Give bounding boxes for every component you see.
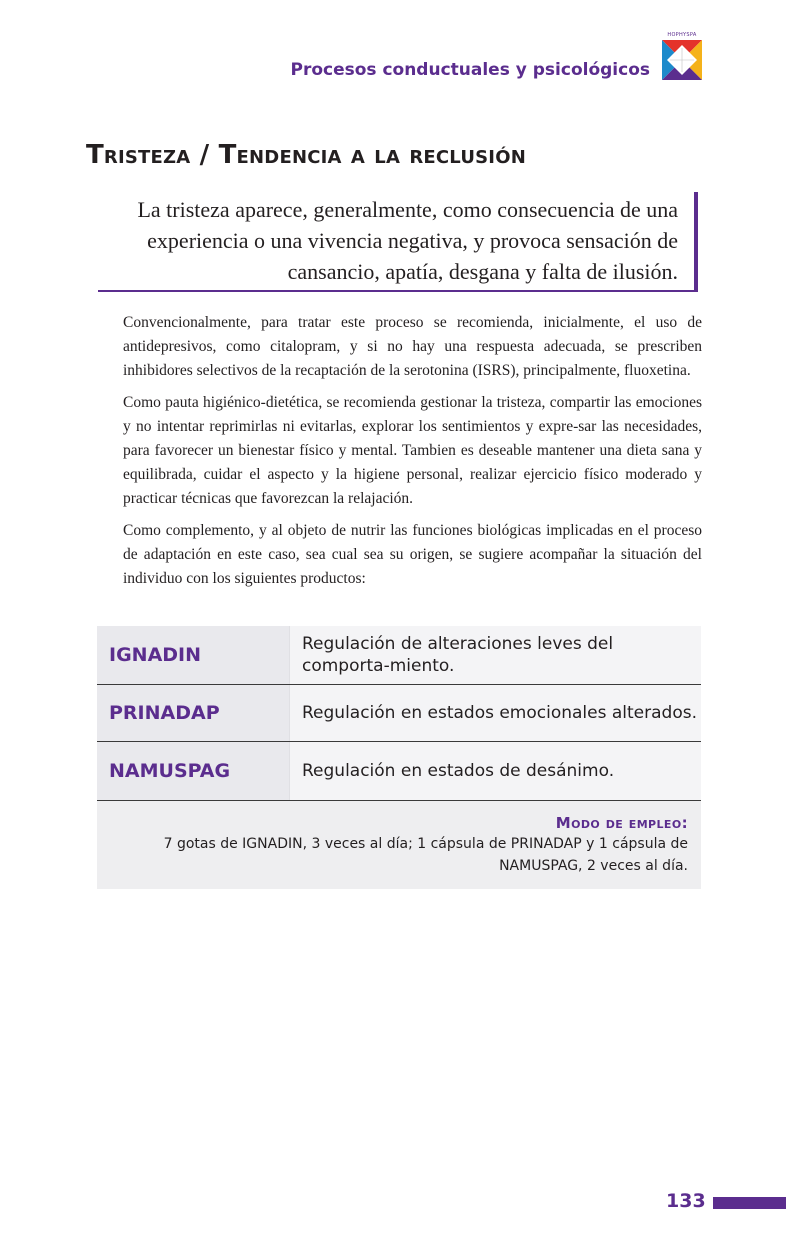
product-description: Regulación en estados de desánimo. [289, 742, 701, 800]
product-row [97, 742, 701, 801]
usage-box [97, 801, 701, 889]
chapter-header-title: Procesos conductuales y psicológicos [290, 60, 650, 80]
body-paragraph: Como complemento, y al objeto de nutrir las funciones biológicas implicadas en el proceso de adaptación en este caso, sea cual sea su origen, se sugiere acompañar la situación del individuo con los siguientes productos: [123, 522, 702, 587]
body-paragraph: Convencionalmente, para tratar este proceso se recomienda, inicialmente, el uso de antidepresivos, como citalopram, y si no hay una respuesta adecuada, se prescriben inhibidores selectivos de la recaptación de la serotonina (ISRS), principalmente, fluoxetina. [123, 314, 702, 379]
body-text [123, 311, 702, 599]
logo-diamond-icon [662, 40, 702, 80]
usage-text: 7 gotas de IGNADIN, 3 veces al día; 1 cápsula de PRINADAP y 1 cápsula de NAMUSPAG, 2 veces al día. [163, 836, 688, 874]
page-number-bar [713, 1197, 786, 1209]
product-description: Regulación en estados emocionales alterados. [289, 685, 701, 741]
product-description: Regulación de alteraciones leves del comporta-miento. [289, 626, 701, 684]
products-table [97, 626, 701, 801]
intro-text: La tristeza aparece, generalmente, como consecuencia de una experiencia o una vivencia negativa, y provoca sensación de cansancio, apatía, desgana y falta de ilusión. [137, 197, 678, 284]
product-row [97, 685, 701, 742]
body-paragraph: Como pauta higiénico-dietética, se recomienda gestionar la tristeza, compartir las emociones y no intentar reprimirlas ni evitarlas, explorar los sentimientos y expre-sar las necesidades, para favorecer un bienestar físico y mental. Tambien es deseable mantener una dieta sana y equilibrada, cuidar el aspecto y la higiene personal, realizar ejercicio físico moderado y practicar técnicas que favorezcan la relajación. [123, 394, 702, 507]
product-name: NAMUSPAG [97, 742, 289, 800]
intro-callout [98, 192, 698, 292]
usage-title: Modo de empleo: [555, 814, 688, 832]
product-row [97, 626, 701, 685]
hophyspa-logo [662, 32, 702, 80]
product-name: IGNADIN [97, 626, 289, 684]
page-number: 133 [666, 1190, 706, 1212]
product-name: PRINADAP [97, 685, 289, 741]
section-title: Tristeza / Tendencia a la reclusión [86, 140, 526, 170]
logo-text: HOPHYSPA [667, 32, 697, 38]
